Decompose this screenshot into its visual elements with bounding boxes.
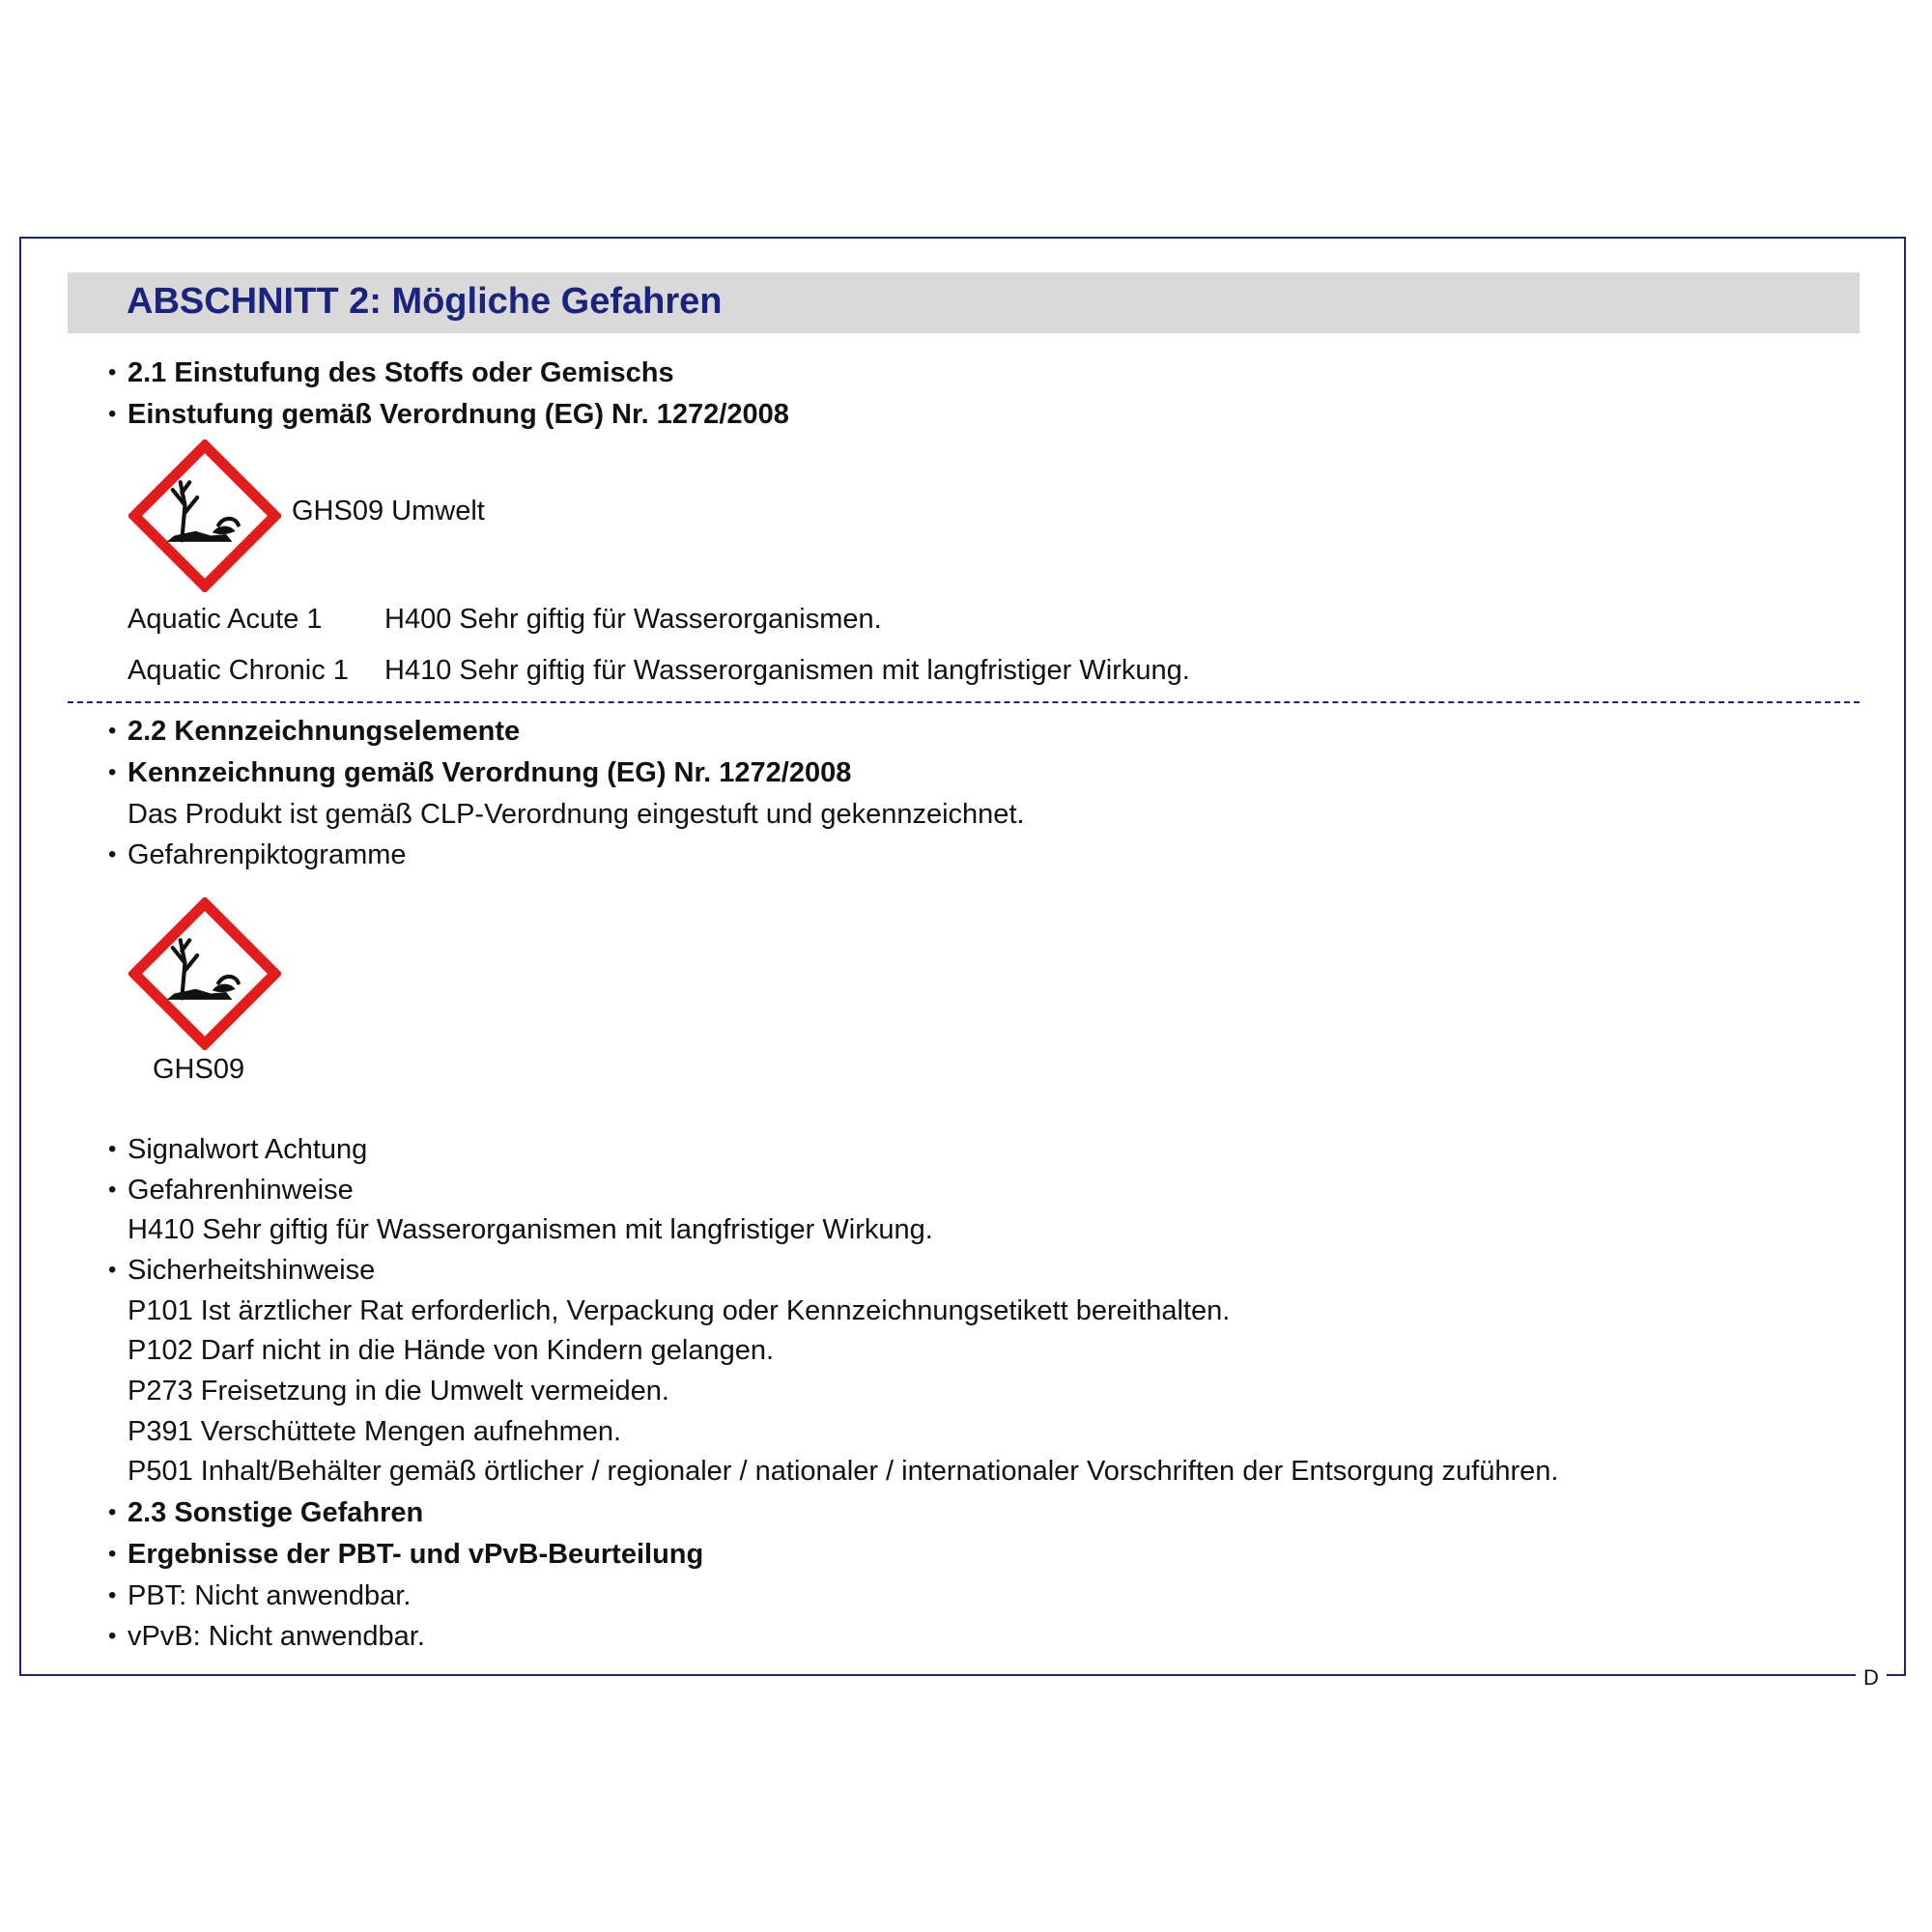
precautionary-statement: P101 Ist ärztlicher Rat erforderlich, Verpackung oder Kennzeichnungsetikett bereithalten. (128, 1295, 1231, 1326)
precautionary-statement: P501 Inhalt/Behälter gemäß örtlicher / regionaler / nationaler / internationaler Vorschriften der Entsorgung zuführen. (128, 1456, 1559, 1487)
hazard-statements-label: Gefahrenhinweise (128, 1175, 354, 1206)
classification-statement: H410 Sehr giftig für Wasserorganismen mit langfristiger Wirkung. (384, 655, 1190, 686)
bullet: • (108, 1257, 117, 1283)
bullet: • (108, 1541, 117, 1567)
heading-2-1: 2.1 Einstufung des Stoffs oder Gemischs (128, 357, 674, 388)
section-header (68, 272, 1860, 333)
hazard-statement: H410 Sehr giftig für Wasserorganismen mit langfristiger Wirkung. (128, 1214, 933, 1245)
signal-word: Signalwort Achtung (128, 1134, 368, 1165)
clp-note: Das Produkt ist gemäß CLP-Verordnung eingestuft und gekennzeichnet. (128, 799, 1025, 830)
section-divider (68, 701, 1860, 703)
pbt-assessment-heading: Ergebnisse der PBT- und vPvB-Beurteilung (128, 1539, 704, 1570)
section-title: ABSCHNITT 2: Mögliche Gefahren (127, 281, 723, 322)
pictograms-label: Gefahrenpiktogramme (128, 839, 407, 870)
classification-category: Aquatic Acute 1 (128, 604, 323, 635)
bullet: • (108, 841, 117, 867)
pictogram-label-umwelt: GHS09 Umwelt (292, 496, 485, 526)
precautionary-statement: P273 Freisetzung in die Umwelt vermeiden. (128, 1376, 669, 1406)
bullet: • (108, 759, 117, 785)
classification-category: Aquatic Chronic 1 (128, 655, 349, 686)
bullet: • (108, 401, 117, 427)
frame-mark: D (1856, 1665, 1887, 1690)
precautionary-statements-label: Sicherheitshinweise (128, 1255, 376, 1286)
bullet: • (108, 1582, 117, 1608)
bullet: • (108, 1136, 117, 1162)
ghs09-icon (128, 440, 281, 592)
precautionary-statement: P391 Verschüttete Mengen aufnehmen. (128, 1416, 622, 1447)
bullet: • (108, 1623, 117, 1649)
heading-2-3: 2.3 Sonstige Gefahren (128, 1497, 424, 1528)
heading-2-2: 2.2 Kennzeichnungselemente (128, 716, 521, 747)
classification-statement: H400 Sehr giftig für Wasserorganismen. (384, 604, 882, 635)
bullet: • (108, 1177, 117, 1203)
regulation-2-2: Kennzeichnung gemäß Verordnung (EG) Nr. 1272/2008 (128, 757, 852, 788)
precautionary-statement: P102 Darf nicht in die Hände von Kindern gelangen. (128, 1335, 775, 1366)
pbt-result: PBT: Nicht anwendbar. (128, 1580, 412, 1611)
ghs09-icon (128, 897, 281, 1050)
bullet: • (108, 359, 117, 385)
vpvb-result: vPvB: Nicht anwendbar. (128, 1621, 425, 1652)
bullet: • (108, 718, 117, 744)
bullet: • (108, 1499, 117, 1525)
pictogram-code: GHS09 (153, 1054, 245, 1085)
regulation-2-1: Einstufung gemäß Verordnung (EG) Nr. 1272/2008 (128, 399, 789, 430)
